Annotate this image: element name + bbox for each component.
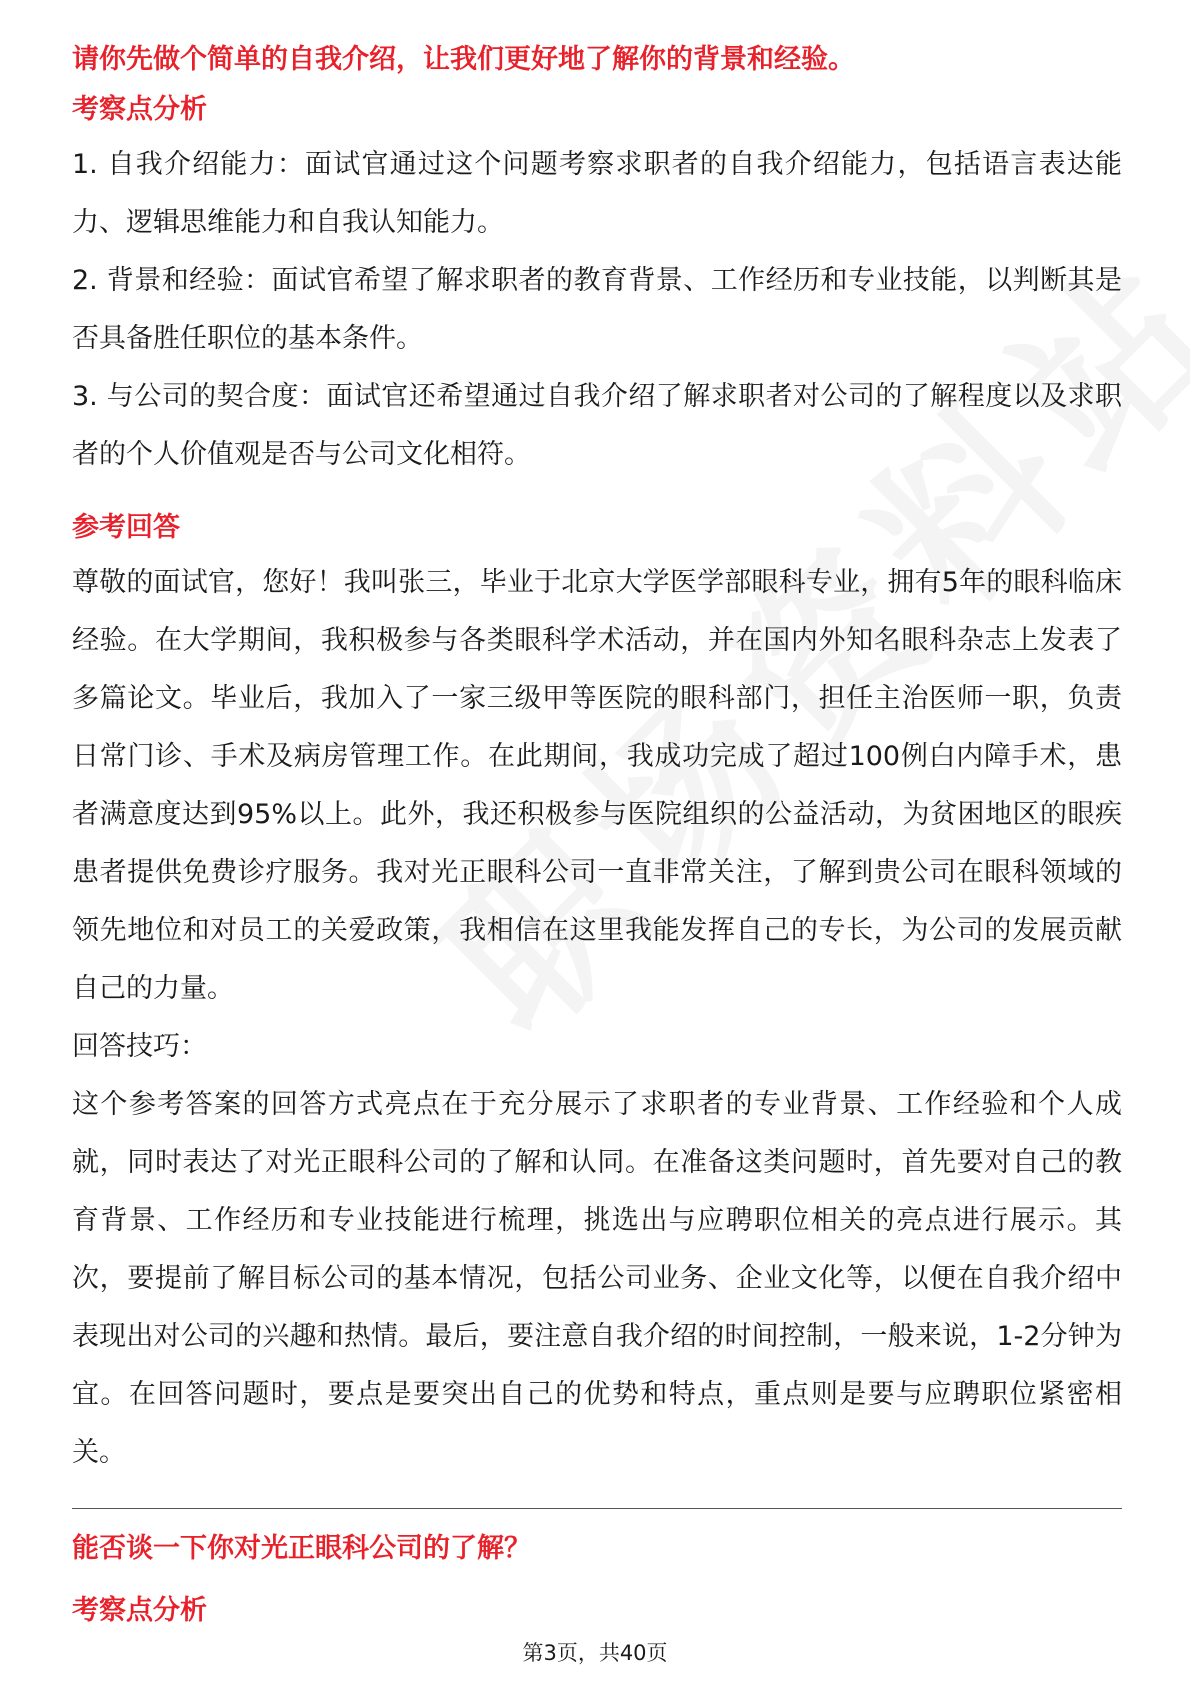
analysis-item-2: 2. 背景和经验：面试官希望了解求职者的教育背景、工作经历和专业技能，以判断其是否具备胜任职位的基本条件。 [72,265,1122,354]
question-1-title: 请你先做个简单的自我介绍，让我们更好地了解你的背景和经验。 [72,44,855,75]
question-2-analysis-heading: 考察点分析 [72,1595,207,1626]
analysis-item-1: 1. 自我介绍能力：面试官通过这个问题考察求职者的自我介绍能力，包括语言表达能力、逻辑思维能力和自我认知能力。 [72,149,1122,238]
reference-answer: 尊敬的面试官，您好！我叫张三，毕业于北京大学医学部眼科专业，拥有5年的眼科临床经验。在大学期间，我积极参与各类眼科学术活动，并在国内外知名眼科杂志上发表了多篇论文。毕业后，我加入了一家三级甲等医院的眼科部门，担任主治医师一职，负责日常门诊、手术及病房管理工作。在此期间，我成功完成了超过100例白内障手术，患者满意度达到95%以上。此外，我还积极参与医院组织的公益活动，为贫困地区的眼疾患者提供免费诊疗服务。我对光正眼科公司一直非常关注，了解到贵公司在眼科领域的领先地位和对员工的关爱政策，我相信在这里我能发挥自己的专长，为公司的发展贡献自己的力量。 [72,567,1122,1004]
section-divider [72,1508,1122,1509]
analysis-item-3: 3. 与公司的契合度：面试官还希望通过自我介绍了解求职者对公司的了解程度以及求职者的个人价值观是否与公司文化相符。 [72,381,1122,470]
answer-tips: 这个参考答案的回答方式亮点在于充分展示了求职者的专业背景、工作经验和个人成就，同时表达了对光正眼科公司的了解和认同。在准备这类问题时，首先要对自己的教育背景、工作经历和专业技能进行梳理，挑选出与应聘职位相关的亮点进行展示。其次，要提前了解目标公司的基本情况，包括公司业务、企业文化等，以便在自我介绍中表现出对公司的兴趣和热情。最后，要注意自我介绍的时间控制，一般来说，1-2分钟为宜。在回答问题时，要点是要突出自己的优势和特点，重点则是要与应聘职位紧密相关。 [72,1089,1122,1468]
question-2-title: 能否谈一下你对光正眼科公司的了解？ [72,1533,531,1564]
tips-heading: 回答技巧： [72,1031,207,1062]
page-number: 第3页，共40页 [522,1641,668,1665]
question-1-analysis-heading: 考察点分析 [72,94,207,125]
document-page [72,40,1122,1631]
question-1-answer-heading: 参考回答 [72,512,180,543]
